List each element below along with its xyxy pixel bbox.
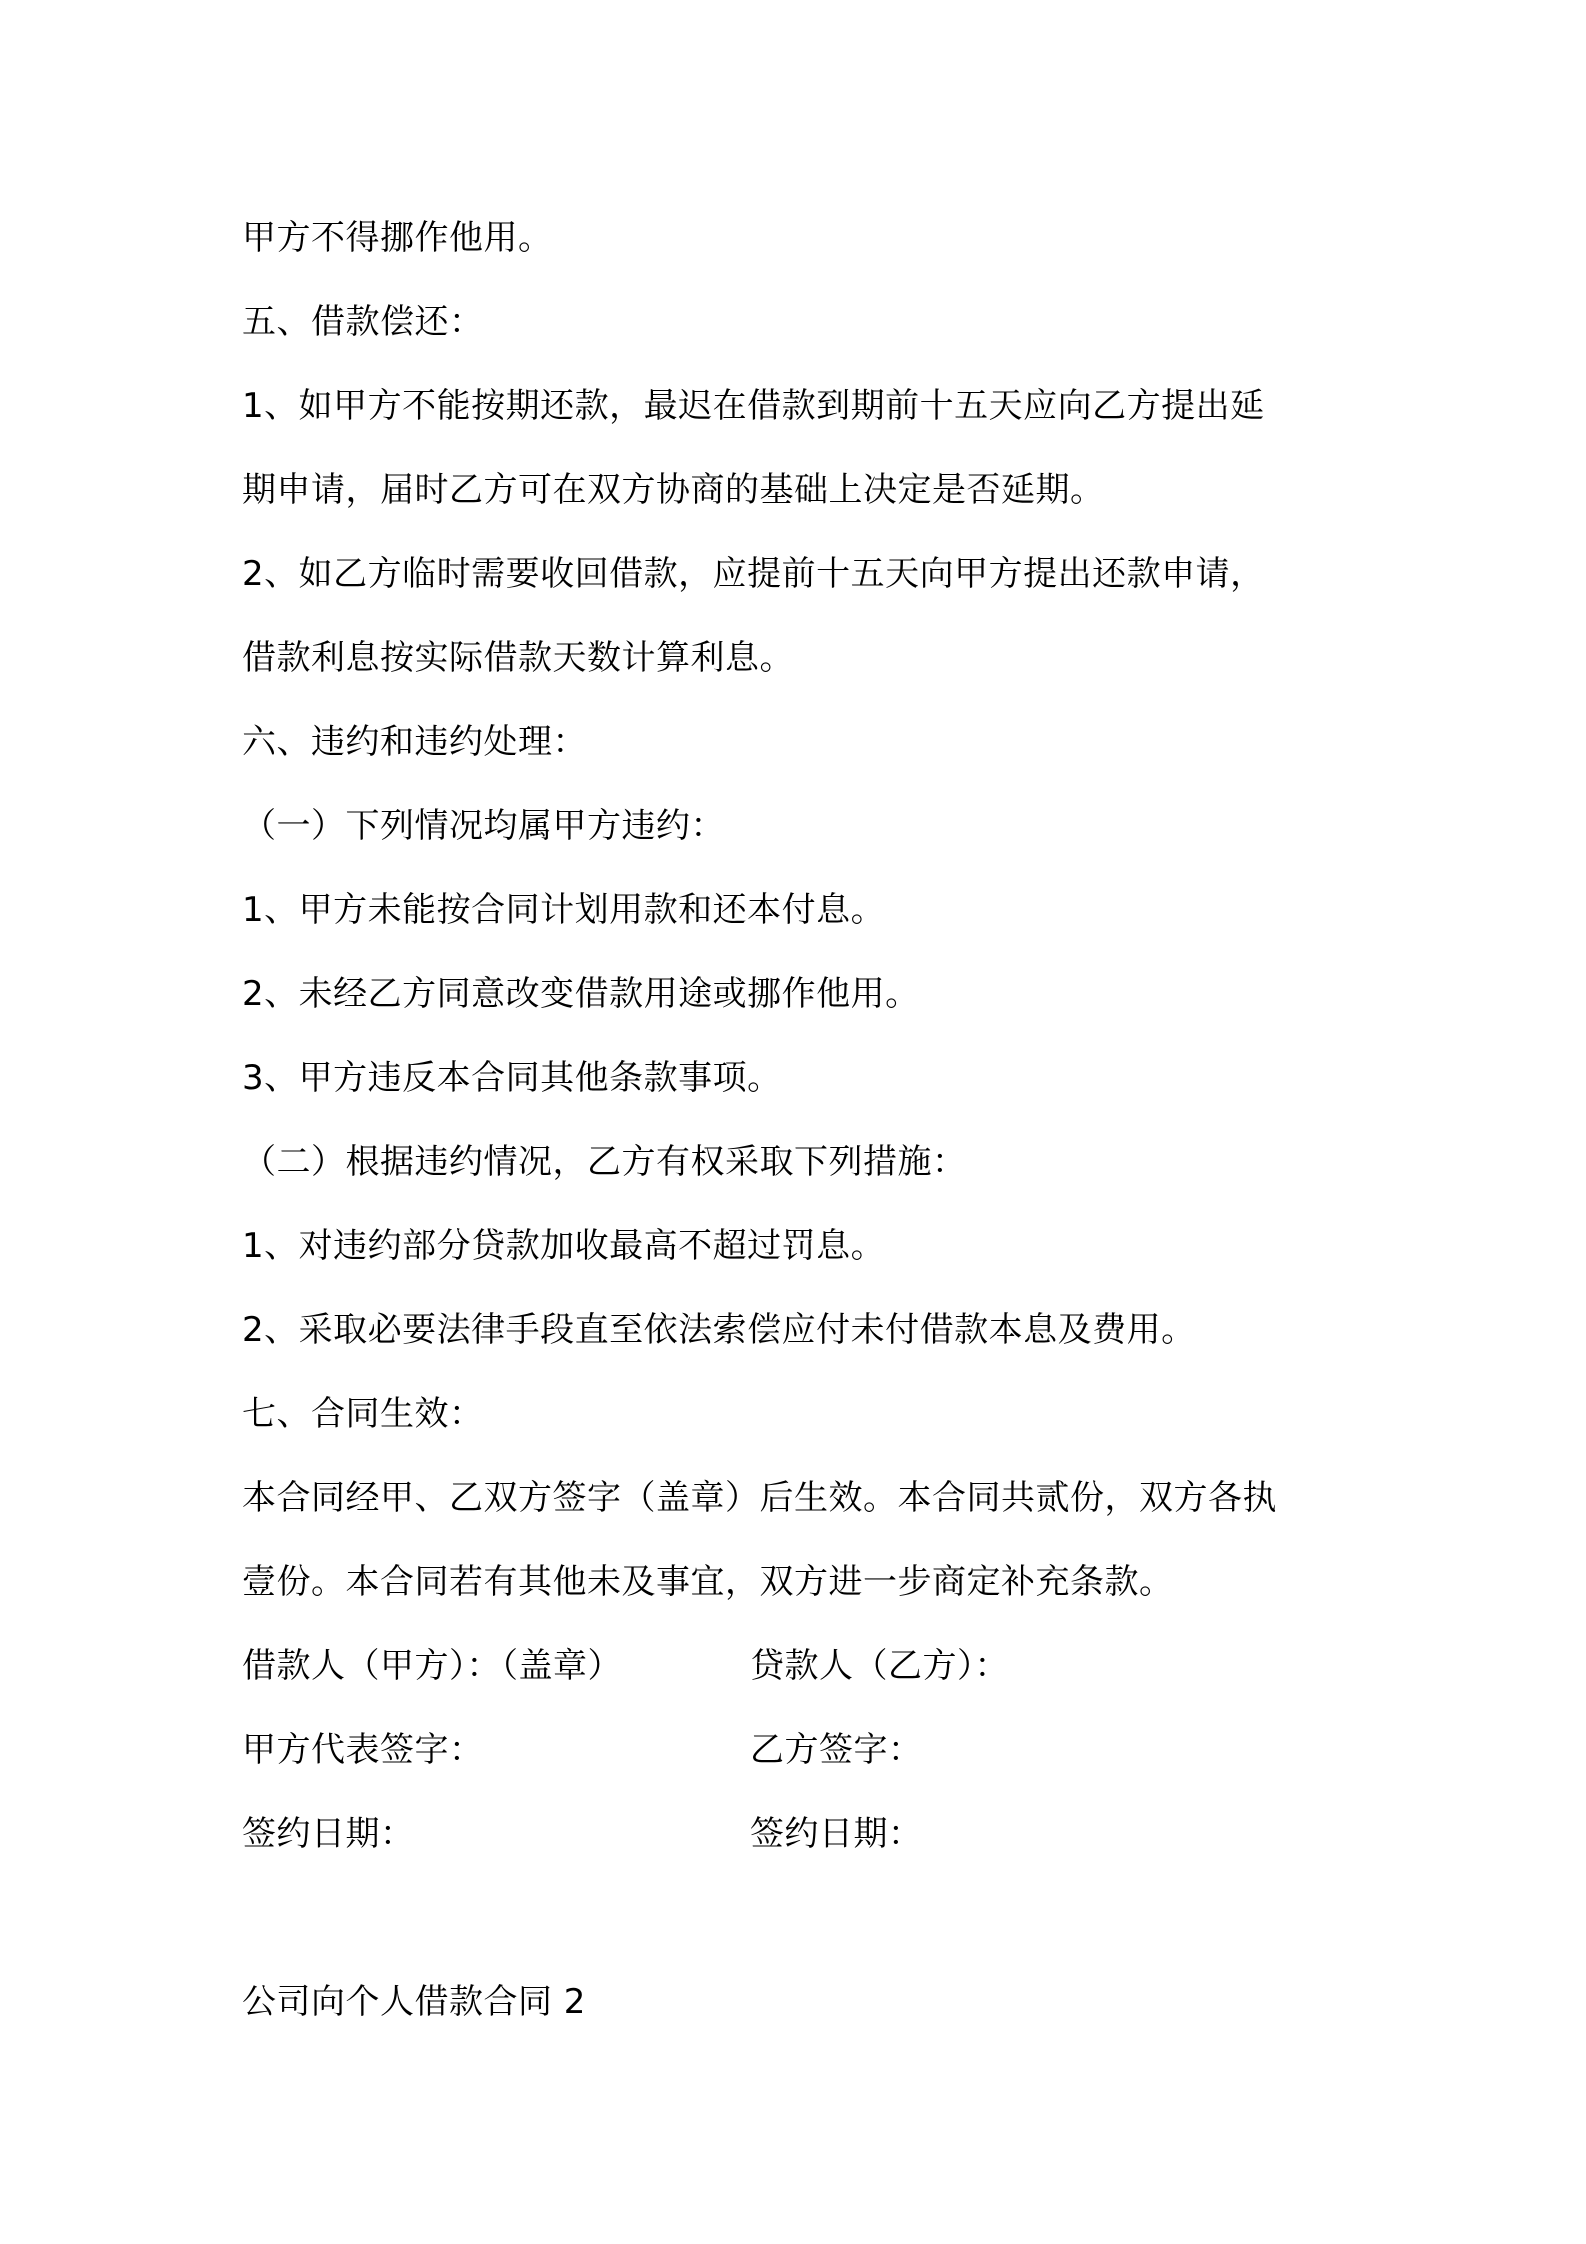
signature-row-dates bbox=[242, 1792, 1362, 1876]
subsection-heading: （一）下列情况均属甲方违约： bbox=[242, 806, 725, 846]
paragraph-line: 2、采取必要法律手段直至依法索偿应付未付借款本息及费用。 bbox=[242, 1310, 1196, 1350]
paragraph-line: 1、甲方未能按合同计划用款和还本付息。 bbox=[242, 890, 886, 930]
paragraph-line: 甲方不得挪作他用。 bbox=[242, 218, 553, 258]
section-heading-effective: 七、合同生效： bbox=[242, 1394, 484, 1434]
section-heading-breach: 六、违约和违约处理： bbox=[242, 722, 587, 762]
date-left-label: 签约日期： bbox=[242, 1814, 415, 1854]
party-b-sign-label: 乙方签字： bbox=[750, 1730, 923, 1770]
paragraph-line: 1、如甲方不能按期还款，最迟在借款到期前十五天应向乙方提出延 bbox=[242, 386, 1265, 426]
signature-row-parties bbox=[242, 1624, 1362, 1708]
next-contract-title: 公司向个人借款合同 2 bbox=[242, 1982, 586, 2022]
paragraph-line: 期申请，届时乙方可在双方协商的基础上决定是否延期。 bbox=[242, 470, 1105, 510]
date-right-label: 签约日期： bbox=[750, 1814, 923, 1854]
paragraph-line: 1、对违约部分贷款加收最高不超过罚息。 bbox=[242, 1226, 886, 1266]
paragraph-line: 壹份。本合同若有其他未及事宜，双方进一步商定补充条款。 bbox=[242, 1562, 1174, 1602]
section-heading-repayment: 五、借款偿还： bbox=[242, 302, 484, 342]
paragraph-line: 2、如乙方临时需要收回借款，应提前十五天向甲方提出还款申请， bbox=[242, 554, 1265, 594]
lender-label: 贷款人（乙方）： bbox=[750, 1646, 1009, 1686]
blank-spacer bbox=[242, 1876, 1362, 1960]
subsection-heading: （二）根据违约情况，乙方有权采取下列措施： bbox=[242, 1142, 967, 1182]
signature-row-signers bbox=[242, 1708, 1362, 1792]
paragraph-line: 本合同经甲、乙双方签字（盖章）后生效。本合同共贰份，双方各执 bbox=[242, 1478, 1277, 1518]
document-body bbox=[242, 196, 1362, 2044]
borrower-label: 借款人（甲方）：（盖章） bbox=[242, 1646, 622, 1686]
paragraph-line: 借款利息按实际借款天数计算利息。 bbox=[242, 638, 794, 678]
party-a-rep-label: 甲方代表签字： bbox=[242, 1730, 484, 1770]
paragraph-line: 2、未经乙方同意改变借款用途或挪作他用。 bbox=[242, 974, 920, 1014]
paragraph-line: 3、甲方违反本合同其他条款事项。 bbox=[242, 1058, 782, 1098]
